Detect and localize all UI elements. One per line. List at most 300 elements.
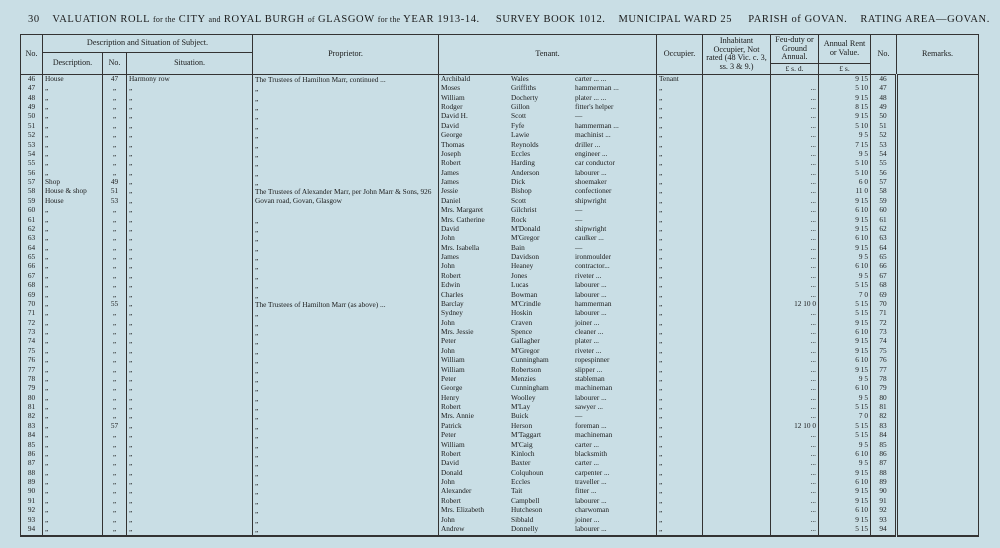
row-remarks: [897, 469, 979, 478]
row-situation: „: [127, 84, 253, 93]
row-annual-rent: 6 10: [819, 478, 871, 487]
row-occupier: „: [657, 337, 703, 346]
row-inhabitant: [703, 84, 771, 93]
rating-area: RATING AREA—GOVAN.: [860, 14, 990, 25]
row-no-2: 76: [871, 356, 897, 365]
tenant-first-name: John: [441, 345, 455, 355]
table-row: [21, 487, 979, 496]
row-occupier: „: [657, 225, 703, 234]
row-description: „: [43, 366, 103, 375]
row-no-2: 51: [871, 122, 897, 131]
row-proprietor: [253, 84, 439, 93]
table-row: [21, 450, 979, 459]
proprietor-text: „: [255, 496, 259, 506]
row-number: „: [103, 272, 127, 281]
tenant-occupation: labourer ...: [575, 523, 607, 533]
row-tenant: [439, 84, 657, 93]
row-description: „: [43, 206, 103, 215]
row-annual-rent: 9 5: [819, 375, 871, 384]
row-proprietor: [253, 366, 439, 375]
row-remarks: [897, 234, 979, 243]
tenant-first-name: George: [441, 383, 463, 393]
tenant-first-name: Peter: [441, 373, 457, 383]
row-occupier: Tenant: [657, 74, 703, 84]
row-feu-duty: ...: [771, 431, 819, 440]
row-remarks: [897, 328, 979, 337]
tenant-occupation: engineer ...: [575, 148, 608, 158]
row-tenant: [439, 103, 657, 112]
row-inhabitant: [703, 225, 771, 234]
row-number: „: [103, 487, 127, 496]
page-title: [28, 14, 990, 25]
row-number: „: [103, 384, 127, 393]
table-row: [21, 262, 979, 271]
row-no: 90: [21, 487, 43, 496]
tenant-surname: Docherty: [511, 92, 539, 102]
row-inhabitant: [703, 74, 771, 84]
row-proprietor: [253, 487, 439, 496]
row-proprietor: [253, 178, 439, 187]
row-inhabitant: [703, 103, 771, 112]
table-row: [21, 309, 979, 318]
tenant-first-name: Robert: [441, 270, 461, 280]
row-situation: „: [127, 337, 253, 346]
row-description: „: [43, 131, 103, 140]
row-no-2: 83: [871, 422, 897, 431]
row-proprietor: [253, 469, 439, 478]
table-row: [21, 366, 979, 375]
row-occupier: „: [657, 112, 703, 121]
row-situation: „: [127, 122, 253, 131]
row-description: „: [43, 487, 103, 496]
row-no: 77: [21, 366, 43, 375]
row-no: 66: [21, 262, 43, 271]
row-number: „: [103, 347, 127, 356]
table-row: [21, 319, 979, 328]
row-no-2: 82: [871, 412, 897, 421]
tenant-first-name: Daniel: [441, 195, 461, 205]
row-no-2: 79: [871, 384, 897, 393]
row-situation: „: [127, 497, 253, 506]
table-row: [21, 122, 979, 131]
row-inhabitant: [703, 328, 771, 337]
row-feu-duty: ...: [771, 187, 819, 196]
row-remarks: [897, 422, 979, 431]
row-occupier: „: [657, 206, 703, 215]
row-feu-duty: ...: [771, 384, 819, 393]
table-row: [21, 412, 979, 421]
row-situation: „: [127, 403, 253, 412]
title-part: and: [208, 15, 221, 24]
row-no-2: 84: [871, 431, 897, 440]
row-remarks: [897, 159, 979, 168]
tenant-first-name: Mrs. Jessie: [441, 327, 474, 336]
row-feu-duty: ...: [771, 394, 819, 403]
row-occupier: „: [657, 272, 703, 281]
row-annual-rent: 7 0: [819, 412, 871, 421]
row-no: 89: [21, 478, 43, 487]
tenant-surname: Cunningham: [511, 355, 549, 365]
tenant-occupation: caulker ...: [575, 233, 604, 243]
tenant-first-name: Mrs. Annie: [441, 411, 474, 421]
row-remarks: [897, 337, 979, 346]
row-number: 55: [103, 300, 127, 309]
row-tenant: [439, 112, 657, 121]
row-feu-duty: ...: [771, 216, 819, 225]
row-number: „: [103, 431, 127, 440]
row-inhabitant: [703, 131, 771, 140]
row-situation: „: [127, 516, 253, 525]
row-situation: „: [127, 300, 253, 309]
proprietor-text: „: [255, 159, 259, 169]
row-no-2: 69: [871, 291, 897, 300]
row-description: „: [43, 216, 103, 225]
proprietor-text: „: [255, 318, 259, 328]
tenant-first-name: John: [441, 514, 455, 524]
row-no-2: 86: [871, 450, 897, 459]
col-description-group: Description and Situation of Subject.: [43, 35, 253, 53]
row-proprietor: [253, 328, 439, 337]
row-description: House: [43, 74, 103, 84]
row-remarks: [897, 459, 979, 468]
row-situation: „: [127, 422, 253, 431]
row-annual-rent: 9 15: [819, 112, 871, 121]
row-number: „: [103, 84, 127, 93]
table-row: [21, 206, 979, 215]
tenant-occupation: contractor...: [575, 261, 610, 271]
col-feu-duty: Feu-duty or Ground Annual.: [771, 35, 819, 64]
tenant-occupation: cleaner ...: [575, 327, 604, 336]
tenant-occupation: —: [575, 242, 583, 252]
row-tenant: [439, 291, 657, 300]
tenant-surname: Lucas: [511, 280, 529, 290]
row-proprietor: [253, 525, 439, 536]
row-remarks: [897, 394, 979, 403]
table-row: [21, 253, 979, 262]
tenant-surname: M'Crindle: [511, 298, 541, 308]
row-no: 83: [21, 422, 43, 431]
row-annual-rent: 9 15: [819, 497, 871, 506]
tenant-surname: Davidson: [511, 252, 539, 261]
row-proprietor: [253, 478, 439, 487]
proprietor-text: „: [255, 346, 259, 356]
row-remarks: [897, 291, 979, 300]
tenant-surname: M'Taggart: [511, 430, 541, 440]
tenant-first-name: Alexander: [441, 486, 472, 496]
row-feu-duty: ...: [771, 337, 819, 346]
row-no-2: 87: [871, 459, 897, 468]
row-remarks: [897, 300, 979, 309]
tenant-occupation: hammerman ...: [575, 83, 619, 93]
row-no-2: 60: [871, 206, 897, 215]
row-situation: „: [127, 441, 253, 450]
row-annual-rent: 9 15: [819, 94, 871, 103]
row-no-2: 94: [871, 525, 897, 536]
row-remarks: [897, 103, 979, 112]
tenant-occupation: fitter ...: [575, 486, 597, 496]
row-no: 47: [21, 84, 43, 93]
tenant-surname: Rock: [511, 214, 527, 224]
row-no: 76: [21, 356, 43, 365]
tenant-first-name: Peter: [441, 430, 457, 440]
tenant-surname: Jones: [511, 270, 528, 280]
title-part: CITY: [178, 14, 206, 25]
row-inhabitant: [703, 262, 771, 271]
row-remarks: [897, 244, 979, 253]
tenant-occupation: fitter's helper: [575, 102, 614, 111]
row-annual-rent: 9 5: [819, 131, 871, 140]
tenant-occupation: charwoman: [575, 505, 610, 515]
row-remarks: [897, 356, 979, 365]
row-annual-rent: 6 10: [819, 384, 871, 393]
row-no-2: 70: [871, 300, 897, 309]
row-remarks: [897, 384, 979, 393]
table-row: [21, 525, 979, 536]
row-inhabitant: [703, 216, 771, 225]
row-feu-duty: ...: [771, 375, 819, 384]
row-situation: „: [127, 450, 253, 459]
row-tenant: [439, 300, 657, 309]
row-inhabitant: [703, 506, 771, 515]
tenant-occupation: labourer ...: [575, 392, 607, 402]
row-feu-duty: ...: [771, 225, 819, 234]
row-occupier: „: [657, 244, 703, 253]
proprietor-text: „: [255, 103, 259, 112]
row-inhabitant: [703, 187, 771, 196]
row-occupier: „: [657, 328, 703, 337]
row-occupier: „: [657, 131, 703, 140]
tenant-occupation: labourer ...: [575, 289, 607, 299]
row-description: „: [43, 478, 103, 487]
row-tenant: [439, 441, 657, 450]
row-occupier: „: [657, 187, 703, 196]
row-remarks: [897, 169, 979, 178]
tenant-occupation: labourer ...: [575, 495, 607, 505]
tenant-occupation: driller ...: [575, 139, 601, 149]
proprietor-text: „: [255, 262, 259, 272]
row-situation: „: [127, 94, 253, 103]
row-inhabitant: [703, 347, 771, 356]
row-annual-rent: 9 15: [819, 487, 871, 496]
row-no: 75: [21, 347, 43, 356]
title-part: ROYAL BURGH: [223, 14, 305, 25]
row-annual-rent: 9 15: [819, 216, 871, 225]
table-row: [21, 300, 979, 309]
row-occupier: „: [657, 422, 703, 431]
table-row: [21, 516, 979, 525]
proprietor-text: „: [255, 478, 259, 487]
row-remarks: [897, 262, 979, 271]
row-inhabitant: [703, 394, 771, 403]
row-occupier: „: [657, 431, 703, 440]
row-remarks: [897, 375, 979, 384]
row-occupier: „: [657, 234, 703, 243]
row-occupier: „: [657, 169, 703, 178]
row-description: „: [43, 431, 103, 440]
row-proprietor: [253, 347, 439, 356]
row-feu-duty: ...: [771, 150, 819, 159]
table-row: [21, 131, 979, 140]
row-inhabitant: [703, 94, 771, 103]
col-situation: Situation.: [127, 53, 253, 75]
row-inhabitant: [703, 487, 771, 496]
row-tenant: [439, 178, 657, 187]
row-remarks: [897, 225, 979, 234]
row-occupier: „: [657, 178, 703, 187]
proprietor-text: „: [255, 468, 259, 478]
row-inhabitant: [703, 403, 771, 412]
row-situation: „: [127, 187, 253, 196]
tenant-first-name: David: [441, 458, 459, 468]
row-no: 60: [21, 206, 43, 215]
row-proprietor: [253, 122, 439, 131]
proprietor-text: The Trustees of Alexander Marr, per John Marr & Sons, 926 Govan road, Govan, Glasgow: [255, 187, 432, 206]
row-no-2: 48: [871, 94, 897, 103]
row-remarks: [897, 84, 979, 93]
row-tenant: [439, 525, 657, 536]
row-proprietor: [253, 262, 439, 271]
row-annual-rent: 9 15: [819, 74, 871, 84]
tenant-surname: Reynolds: [511, 139, 539, 149]
row-description: „: [43, 412, 103, 421]
row-annual-rent: 5 15: [819, 422, 871, 431]
row-number: „: [103, 253, 127, 262]
row-tenant: [439, 94, 657, 103]
row-description: Shop: [43, 178, 103, 187]
row-occupier: „: [657, 487, 703, 496]
tenant-first-name: Charles: [441, 289, 464, 299]
row-tenant: [439, 131, 657, 140]
row-number: „: [103, 441, 127, 450]
row-feu-duty: ...: [771, 403, 819, 412]
row-inhabitant: [703, 206, 771, 215]
row-tenant: [439, 262, 657, 271]
row-tenant: [439, 309, 657, 318]
row-tenant: [439, 516, 657, 525]
row-no-2: 56: [871, 169, 897, 178]
tenant-surname: Heaney: [511, 261, 534, 271]
row-no-2: 90: [871, 487, 897, 496]
row-description: „: [43, 319, 103, 328]
row-tenant: [439, 328, 657, 337]
tenant-first-name: Mrs. Elizabeth: [441, 505, 484, 515]
row-situation: „: [127, 206, 253, 215]
row-tenant: [439, 150, 657, 159]
tenant-occupation: hammerman ...: [575, 120, 619, 130]
tenant-surname: Wales: [511, 73, 529, 83]
row-inhabitant: [703, 450, 771, 459]
row-number: 47: [103, 74, 127, 84]
row-occupier: „: [657, 478, 703, 487]
row-proprietor: [253, 159, 439, 168]
row-number: „: [103, 291, 127, 300]
tenant-occupation: machineman: [575, 430, 613, 440]
proprietor-text: „: [255, 440, 259, 450]
row-annual-rent: 9 15: [819, 516, 871, 525]
row-annual-rent: 9 5: [819, 253, 871, 262]
row-no-2: 50: [871, 112, 897, 121]
row-remarks: [897, 150, 979, 159]
row-occupier: „: [657, 262, 703, 271]
tenant-surname: Bishop: [511, 186, 532, 196]
row-annual-rent: 9 5: [819, 272, 871, 281]
row-no-2: 47: [871, 84, 897, 93]
row-description: „: [43, 525, 103, 536]
row-no: 74: [21, 337, 43, 346]
row-description: „: [43, 450, 103, 459]
tenant-occupation: carter ...: [575, 458, 599, 468]
row-no: 63: [21, 234, 43, 243]
tenant-first-name: James: [441, 167, 459, 177]
tenant-surname: M'Lay: [511, 402, 531, 411]
row-feu-duty: ...: [771, 459, 819, 468]
proprietor-text: „: [255, 149, 259, 159]
row-annual-rent: 9 15: [819, 366, 871, 375]
row-annual-rent: 7 15: [819, 141, 871, 150]
row-no-2: 92: [871, 506, 897, 515]
row-situation: „: [127, 253, 253, 262]
row-no: 84: [21, 431, 43, 440]
row-occupier: „: [657, 216, 703, 225]
parish: PARISH of GOVAN.: [748, 14, 848, 25]
col-number: No.: [103, 53, 127, 75]
tenant-surname: Campbell: [511, 495, 540, 505]
row-number: „: [103, 234, 127, 243]
row-feu-duty: ...: [771, 103, 819, 112]
row-remarks: [897, 478, 979, 487]
row-inhabitant: [703, 412, 771, 421]
tenant-first-name: William: [441, 364, 465, 374]
tenant-occupation: carter ...: [575, 439, 599, 449]
row-number: „: [103, 262, 127, 271]
proprietor-text: „: [255, 524, 259, 534]
row-feu-duty: ...: [771, 506, 819, 515]
row-inhabitant: [703, 281, 771, 290]
tenant-occupation: stableman: [575, 373, 605, 383]
row-description: „: [43, 262, 103, 271]
row-situation: „: [127, 347, 253, 356]
row-remarks: [897, 216, 979, 225]
row-description: „: [43, 328, 103, 337]
row-occupier: „: [657, 459, 703, 468]
row-no: 67: [21, 272, 43, 281]
row-tenant: [439, 337, 657, 346]
row-inhabitant: [703, 244, 771, 253]
row-description: „: [43, 375, 103, 384]
tenant-surname: Gilchrist: [511, 205, 537, 215]
tenant-surname: Harding: [511, 158, 535, 168]
tenant-occupation: labourer ...: [575, 167, 607, 177]
row-annual-rent: 11 0: [819, 187, 871, 196]
row-tenant: [439, 141, 657, 150]
row-situation: „: [127, 112, 253, 121]
table-row: [21, 384, 979, 393]
row-proprietor: [253, 300, 439, 309]
row-inhabitant: [703, 141, 771, 150]
row-number: „: [103, 244, 127, 253]
roll-body: [21, 74, 979, 536]
row-inhabitant: [703, 441, 771, 450]
row-inhabitant: [703, 159, 771, 168]
row-description: „: [43, 150, 103, 159]
row-description: „: [43, 403, 103, 412]
row-no-2: 52: [871, 131, 897, 140]
tenant-first-name: Jessie: [441, 186, 459, 196]
row-situation: „: [127, 131, 253, 140]
row-proprietor: [253, 450, 439, 459]
row-proprietor: [253, 319, 439, 328]
table-row: [21, 197, 979, 206]
